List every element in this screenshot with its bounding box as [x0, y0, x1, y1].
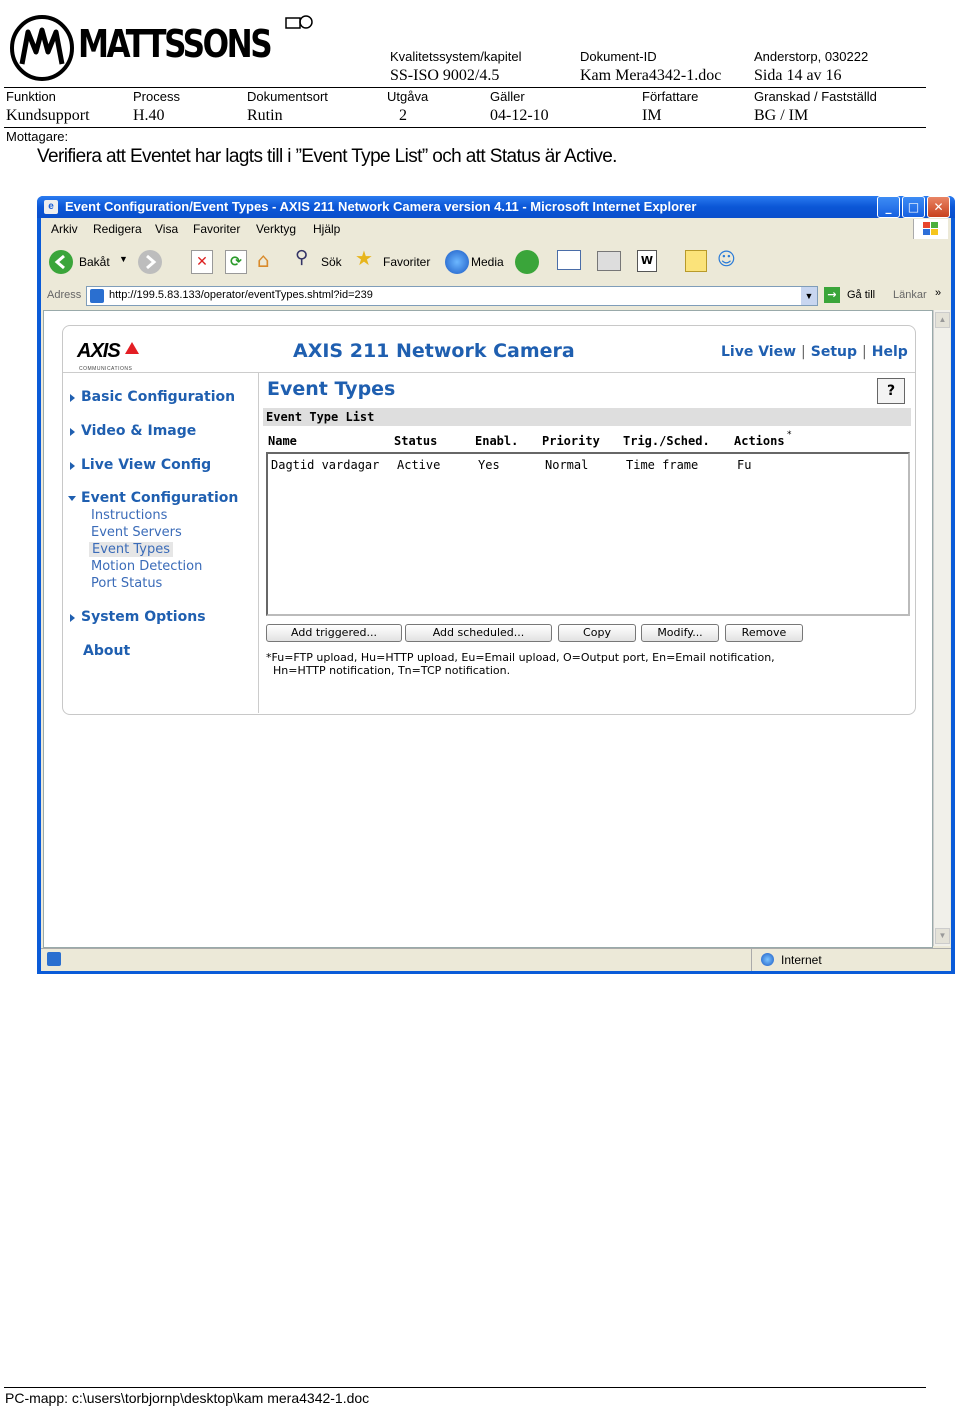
footer-path: PC-mapp: c:\users\torbjornp\desktop\kam mera4342-1.doc	[5, 1390, 370, 1406]
stop-icon[interactable]: ✕	[191, 250, 213, 274]
address-input[interactable]	[86, 286, 818, 306]
event-type-list-header	[263, 408, 911, 426]
modify-button[interactable]: Modify...	[641, 624, 719, 642]
nav-about[interactable]: About	[83, 643, 131, 659]
header-rule-2	[4, 127, 926, 128]
refresh-icon[interactable]: ⟳	[225, 250, 247, 274]
column-priority: Priority	[542, 434, 600, 448]
axis-logo-triangle-icon	[125, 342, 139, 354]
chevron-down-icon	[68, 496, 76, 501]
menu-bar	[41, 218, 951, 240]
go-button-label[interactable]: Gå till	[847, 289, 876, 301]
axis-panel	[62, 325, 916, 715]
browser-titlebar	[37, 196, 955, 218]
menu-favoriter[interactable]: Favoriter	[193, 222, 241, 236]
home-icon[interactable]: ⌂	[257, 248, 270, 272]
page-viewport	[43, 310, 933, 948]
address-url: http://199.5.83.133/operator/eventTypes.shtml?id=239	[109, 289, 373, 301]
nav-event-configuration[interactable]: Event Configuration	[81, 490, 239, 506]
header-value-chapter: SS-ISO 9002/4.5	[390, 67, 500, 84]
minimize-icon[interactable]: _	[877, 196, 900, 218]
nav-sub-event-servers[interactable]: Event Servers	[91, 525, 182, 540]
address-label: Adress	[47, 289, 82, 301]
page-heading: Event Types	[267, 378, 396, 400]
links-label[interactable]: Länkar	[893, 289, 927, 301]
back-dropdown-icon[interactable]: ▼	[119, 254, 128, 264]
row-status: Active	[397, 458, 441, 472]
recipient-label: Mottagare:	[6, 129, 69, 144]
remove-button[interactable]: Remove	[725, 624, 803, 642]
menu-arkiv[interactable]: Arkiv	[51, 222, 78, 236]
status-separator	[751, 949, 752, 971]
header-value-function: Kundsupport	[6, 107, 90, 124]
chevron-right-icon	[70, 428, 75, 436]
search-button-label[interactable]: Sök	[321, 255, 342, 269]
add-scheduled-button[interactable]: Add scheduled...	[405, 624, 552, 642]
close-icon[interactable]: ✕	[927, 196, 950, 218]
browser-window	[37, 196, 955, 974]
header-value-author: IM	[642, 107, 662, 124]
status-bar	[41, 948, 951, 971]
axis-logo-subtitle: COMMUNICATIONS	[79, 366, 133, 372]
page-status-icon	[47, 952, 61, 966]
row-actions: Fu	[737, 458, 752, 472]
actions-footnote	[266, 651, 775, 677]
discuss-icon[interactable]	[685, 250, 707, 272]
column-enabled: Enabl.	[475, 434, 519, 448]
browser-title: Event Configuration/Event Types - AXIS 211 Network Camera version 4.11 - Microsoft Internet Explorer	[65, 199, 697, 214]
back-arrow-icon[interactable]	[49, 250, 73, 274]
chevron-right-icon	[70, 462, 75, 470]
row-trigger: Time frame	[626, 458, 699, 472]
header-label-author: Författare	[642, 89, 699, 104]
axis-logo: AXIS	[77, 340, 120, 362]
links-expand-icon[interactable]: »	[935, 287, 942, 299]
header-label-edition: Utgåva	[387, 89, 429, 104]
windows-logo-icon	[913, 219, 948, 239]
row-priority: Normal	[545, 458, 589, 472]
actions-footnote-marker: *	[787, 430, 792, 440]
back-button-label[interactable]: Bakåt	[79, 255, 110, 269]
nav-sub-instructions[interactable]: Instructions	[91, 508, 168, 523]
nav-sub-motion-detection[interactable]: Motion Detection	[91, 559, 203, 574]
chevron-right-icon	[70, 394, 75, 402]
internet-globe-icon	[761, 953, 774, 966]
header-value-process: H.40	[133, 107, 165, 124]
favorites-star-icon[interactable]: ★	[355, 246, 373, 270]
header-value-page: Sida 14 av 16	[754, 67, 842, 84]
add-triggered-button[interactable]: Add triggered...	[266, 624, 402, 642]
row-name: Dagtid vardagar	[271, 458, 380, 472]
browser-toolbar	[41, 242, 951, 282]
page-icon	[90, 289, 104, 303]
menu-visa[interactable]: Visa	[155, 222, 179, 236]
status-zone: Internet	[781, 953, 822, 967]
link-live-view[interactable]: Live View	[721, 344, 797, 360]
header-label-valid: Gäller	[490, 89, 525, 104]
maximize-icon[interactable]: □	[902, 196, 925, 218]
help-icon[interactable]: ?	[877, 378, 905, 404]
ie-icon: e	[44, 200, 58, 214]
nav-sub-event-types[interactable]: Event Types	[89, 542, 173, 557]
search-icon[interactable]: ⚲	[295, 247, 309, 268]
nav-basic-configuration[interactable]: Basic Configuration	[81, 389, 236, 405]
address-bar	[41, 284, 951, 308]
chevron-right-icon	[70, 614, 75, 622]
company-logo	[8, 14, 318, 84]
link-help[interactable]: Help	[871, 344, 908, 360]
top-link-separator: |	[862, 344, 867, 360]
header-label-chapter: Kvalitetssystem/kapitel	[390, 49, 522, 64]
scroll-down-icon[interactable]: ▼	[935, 928, 950, 944]
footer-rule	[4, 1387, 926, 1388]
header-value-doctype: Rutin	[247, 107, 283, 124]
vertical-scrollbar[interactable]	[933, 310, 950, 946]
menu-redigera[interactable]: Redigera	[93, 222, 142, 236]
event-type-listbox[interactable]	[266, 452, 910, 616]
menu-verktyg[interactable]: Verktyg	[256, 222, 297, 236]
link-setup[interactable]: Setup	[810, 344, 858, 360]
go-arrow-icon[interactable]: →	[824, 287, 840, 303]
column-name: Name	[268, 434, 297, 448]
header-label-docid: Dokument-ID	[580, 49, 657, 64]
header-label-doctype: Dokumentsort	[247, 89, 328, 104]
column-trigger: Trig./Sched.	[623, 434, 710, 448]
panel-divider	[63, 372, 915, 373]
column-status: Status	[394, 434, 438, 448]
media-globe-icon[interactable]	[445, 250, 469, 274]
header-value-edition: 2	[399, 107, 407, 124]
header-value-reviewed: BG / IM	[754, 107, 809, 124]
menu-hjalp[interactable]: Hjälp	[313, 222, 341, 236]
header-label-process: Process	[133, 89, 180, 104]
copy-button[interactable]: Copy	[558, 624, 636, 642]
nav-live-view-config[interactable]: Live View Config	[81, 457, 212, 473]
mail-icon[interactable]	[557, 250, 581, 270]
header-rule-1	[4, 87, 926, 88]
forward-arrow-icon[interactable]	[138, 250, 162, 274]
header-value-valid: 04-12-10	[490, 107, 549, 124]
event-type-list-title: Event Type List	[266, 410, 375, 424]
messenger-icon[interactable]: ☺	[717, 249, 736, 270]
top-links	[721, 344, 908, 360]
scroll-up-icon[interactable]: ▲	[935, 312, 950, 328]
edit-word-icon[interactable]: W	[637, 250, 657, 272]
logo-wordmark: MATTSSONS	[78, 22, 271, 66]
header-label-function: Funktion	[6, 89, 56, 104]
column-actions: Actions	[734, 434, 785, 448]
instruction-text: Verifiera att Eventet har lagts till i ”Event Type List” och att Status är Active.	[37, 146, 617, 167]
nav-video-image[interactable]: Video & Image	[81, 423, 197, 439]
header-label-reviewed: Granskad / Fastställd	[754, 89, 877, 104]
header-label-date: Anderstorp, 030222	[754, 49, 869, 64]
history-icon[interactable]	[515, 250, 539, 274]
media-button-label[interactable]: Media	[471, 255, 504, 269]
header-value-docid: Kam Mera4342-1.doc	[580, 67, 722, 84]
nav-system-options[interactable]: System Options	[81, 609, 206, 625]
favorites-button-label[interactable]: Favoriter	[383, 255, 431, 269]
sidebar-divider	[258, 373, 259, 713]
top-link-separator: |	[801, 344, 806, 360]
row-enabled: Yes	[478, 458, 500, 472]
camera-title: AXIS 211 Network Camera	[293, 340, 575, 362]
nav-sub-port-status[interactable]: Port Status	[91, 576, 163, 591]
table-row[interactable]	[268, 454, 904, 474]
address-dropdown-icon[interactable]: ▼	[801, 287, 817, 305]
footnote-line-2: Hn=HTTP notification, Tn=TCP notification.	[273, 664, 511, 677]
footnote-line-1: *Fu=FTP upload, Hu=HTTP upload, Eu=Email upload, O=Output port, En=Email notification,	[266, 651, 775, 664]
browser-client	[41, 218, 951, 970]
print-icon[interactable]	[597, 251, 621, 271]
